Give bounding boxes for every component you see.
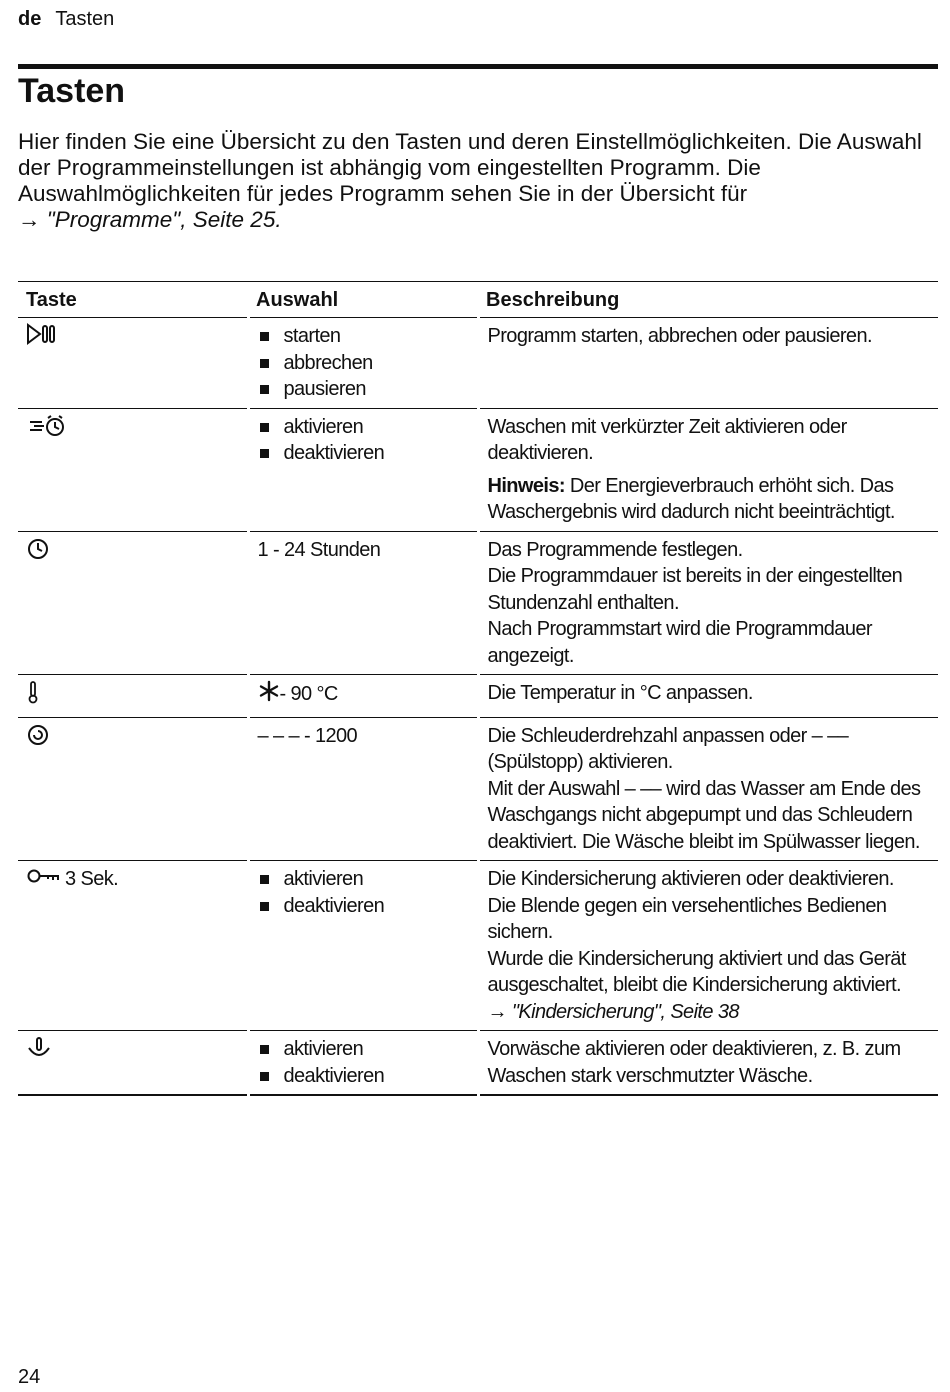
- table-row: [18, 675, 938, 718]
- page-header: [18, 8, 114, 31]
- options-cell: [248, 408, 478, 531]
- speed-timer-icon: [26, 414, 70, 446]
- key-cell: [18, 675, 248, 718]
- list-item: pausieren: [258, 376, 469, 403]
- description-text: Vorwäsche aktivieren oder deaktivieren, z. B. zum Waschen stark verschmutzter Wäsche.: [487, 1038, 901, 1087]
- value-cell: – – – - 1200: [248, 717, 478, 861]
- hint-text: Der Energieverbrauch erhöht sich. Das Waschergebnis wird dadurch nicht beeinträchtigt.: [487, 474, 895, 523]
- intro-paragraph: [18, 129, 940, 233]
- description-text: Die Temperatur in °C anpassen.: [487, 682, 753, 704]
- arrow-right-icon: →: [487, 1000, 507, 1023]
- list-item: deaktivieren: [258, 440, 469, 467]
- description-cell: [478, 318, 938, 409]
- description-cell: [478, 1031, 938, 1096]
- hint-label: Hinweis:: [487, 474, 565, 497]
- description-text: Wurde die Kindersicherung aktiviert und das Gerät ausgeschaltet, bleibt die Kindersicherung aktiviert.: [487, 947, 906, 996]
- key-cell: [18, 531, 248, 675]
- table-row: [18, 717, 938, 861]
- header-auswahl: Auswahl: [248, 282, 478, 318]
- intro-xref[interactable]: [18, 207, 940, 233]
- clock-icon: [26, 537, 50, 569]
- options-list: [258, 414, 469, 467]
- key-cell: [18, 1031, 248, 1096]
- options-cell: [248, 861, 478, 1031]
- language-tag: de: [18, 8, 42, 30]
- page-title: Tasten: [18, 72, 126, 110]
- description-text: Die Schleuderdrehzahl anpassen oder – –– (Spülstopp) aktivieren.: [487, 724, 849, 773]
- list-item: aktivieren: [258, 866, 469, 893]
- description-cell: [478, 408, 938, 531]
- key-duration: 3 Sek.: [64, 868, 119, 891]
- options-list: [258, 323, 469, 403]
- header-rule: [18, 64, 938, 69]
- intro-text: Hier finden Sie eine Übersicht zu den Tasten und deren Einstellmöglichkeiten. Die Auswahl der Programmeinstellungen ist abhängig vom eingestellten Programm. Die Auswahlmöglichkeiten für jedes Programm sehen Sie in der Übersicht für: [18, 129, 922, 206]
- table-row: [18, 531, 938, 675]
- list-item: abbrechen: [258, 350, 469, 377]
- xref-programme[interactable]: "Programme", Seite 25.: [46, 207, 282, 232]
- value-cell: [248, 675, 478, 718]
- description-cell: [478, 675, 938, 718]
- xref-kindersicherung[interactable]: "Kindersicherung", Seite 38: [511, 1000, 739, 1023]
- table-header-row: [18, 282, 938, 318]
- header-section: Tasten: [55, 8, 115, 30]
- spin-icon: [26, 723, 50, 755]
- table-row: [18, 861, 938, 1031]
- description-cell: [478, 531, 938, 675]
- hint-paragraph: [488, 473, 931, 526]
- header-beschreibung: Beschreibung: [478, 282, 938, 318]
- table-row: [18, 318, 938, 409]
- list-item: aktivieren: [258, 414, 469, 441]
- options-cell: [248, 1031, 478, 1096]
- key-icon: [26, 866, 60, 894]
- start-pause-icon: [26, 323, 58, 353]
- description-text: Programm starten, abbrechen oder pausieren.: [487, 325, 872, 347]
- options-list: [258, 866, 469, 919]
- header-taste: Taste: [18, 282, 248, 318]
- arrow-right-icon: →: [18, 207, 41, 232]
- keys-table: [18, 281, 938, 1096]
- xref-paragraph[interactable]: [488, 999, 931, 1026]
- options-cell: [248, 318, 478, 409]
- key-cell: [18, 861, 248, 1031]
- description-text: Waschen mit verkürzter Zeit aktivieren oder deaktivieren.: [487, 415, 847, 464]
- description-text: Die Programmdauer ist bereits in der eingestellten Stundenzahl enthalten.: [487, 565, 903, 614]
- list-item: deaktivieren: [258, 1063, 469, 1090]
- snowflake-icon: [258, 680, 280, 710]
- key-cell: [18, 318, 248, 409]
- thermometer-icon: [26, 680, 40, 712]
- description-text: Die Kindersicherung aktivieren oder deaktivieren.: [487, 868, 894, 890]
- temperature-range: - 90 °C: [279, 683, 338, 706]
- options-list: [258, 1036, 469, 1089]
- key-cell: [18, 408, 248, 531]
- list-item: aktivieren: [258, 1036, 469, 1063]
- table-row: [18, 408, 938, 531]
- list-item: starten: [258, 323, 469, 350]
- page-number: 24: [18, 1366, 41, 1388]
- key-cell: [18, 717, 248, 861]
- description-text: Die Blende gegen ein versehentliches Bedienen sichern.: [487, 894, 887, 943]
- table-row: [18, 1031, 938, 1096]
- description-cell: [478, 717, 938, 861]
- description-text: Mit der Auswahl – –– wird das Wasser am Ende des Waschgangs nicht abgepumpt und das Schleudern deaktiviert. Die Wäsche bleibt im Spülwasser liegen.: [487, 777, 921, 853]
- prewash-icon: [26, 1036, 52, 1068]
- description-cell: [478, 861, 938, 1031]
- description-text: Das Programmende festlegen.: [487, 538, 743, 561]
- list-item: deaktivieren: [258, 893, 469, 920]
- description-text: Nach Programmstart wird die Programmdauer angezeigt.: [487, 618, 872, 667]
- value-cell: 1 - 24 Stunden: [248, 531, 478, 675]
